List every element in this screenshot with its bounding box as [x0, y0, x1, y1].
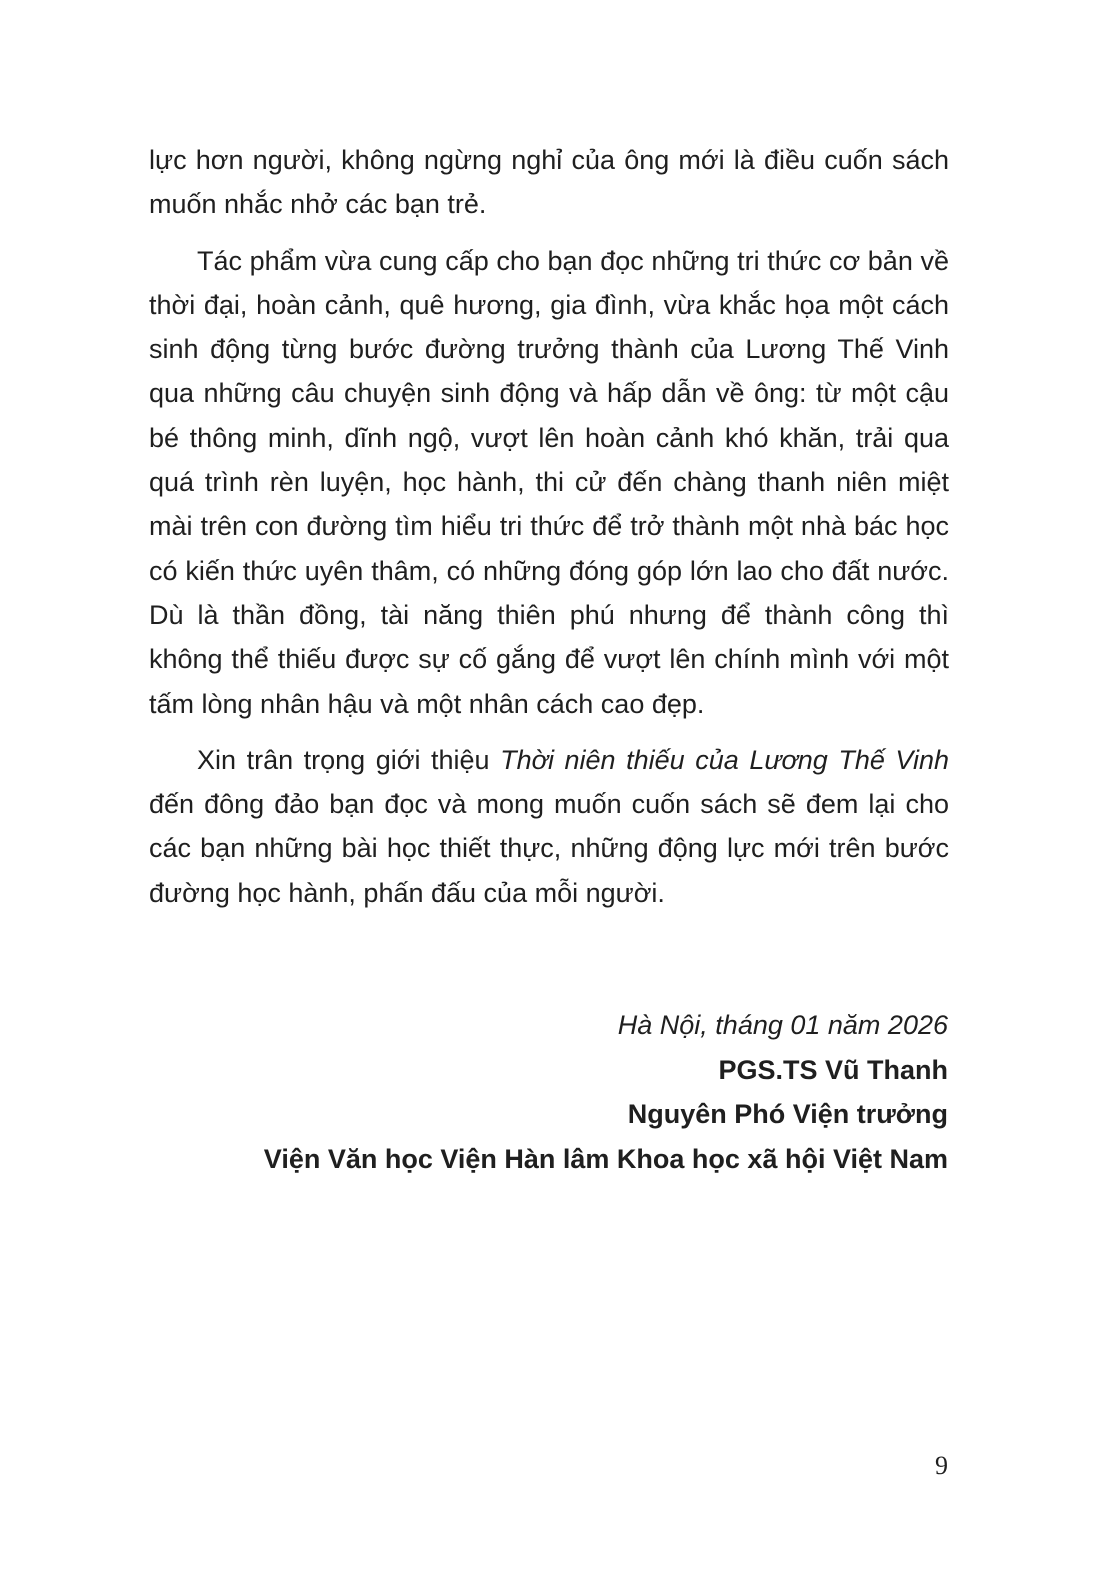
body-text: [149, 138, 949, 915]
paragraph-1: lực hơn người, không ngừng nghỉ của ông mới là điều cuốn sách muốn nhắc nhở các bạn trẻ.: [149, 145, 949, 220]
author-institution: Viện Văn học Viện Hàn lâm Khoa học xã hội Việt Nam: [263, 1143, 948, 1174]
author-name: PGS.TS Vũ Thanh: [718, 1054, 948, 1085]
paragraph-3: [149, 738, 949, 915]
paragraph-3-rest: đến đông đảo bạn đọc và mong muốn cuốn sách sẽ đem lại cho các bạn những bài học thiết thực, những động lực mới trên bước đường học hành, phấn đấu của mỗi người.: [149, 789, 949, 908]
book-title: Thời niên thiếu của Lương Thế Vinh: [500, 744, 949, 775]
author-position: Nguyên Phó Viện trưởng: [627, 1099, 948, 1129]
place-date: Hà Nội, tháng 01 năm 2026: [617, 1010, 948, 1040]
paragraph-3-intro: Xin trân trọng giới thiệu: [197, 744, 501, 775]
signature-block: [148, 1003, 948, 1181]
paragraph-2: Tác phẩm vừa cung cấp cho bạn đọc những tri thức cơ bản về thời đại, hoàn cảnh, quê hương, gia đình, vừa khắc họa một cách sinh động từng bước đường trưởng thành của Lương Thế Vinh qua những câu chuyện sinh động và hấp dẫn về ông: từ một cậu bé thông minh, dĩnh ngộ, vượt lên hoàn cảnh khó khăn, trải qua quá trình rèn luyện, học hành, thi cử đến chàng thanh niên miệt mài trên con đường tìm hiểu tri thức để trở thành một nhà bác học có kiến thức uyên thâm, có những đóng góp lớn lao cho đất nước. Dù là thần đồng, tài năng thiên phú nhưng để thành công thì không thể thiếu được sự cố gắng để vượt lên chính mình với một tấm lòng nhân hậu và một nhân cách cao đẹp.: [149, 245, 949, 719]
page-number: 9: [935, 1451, 948, 1480]
